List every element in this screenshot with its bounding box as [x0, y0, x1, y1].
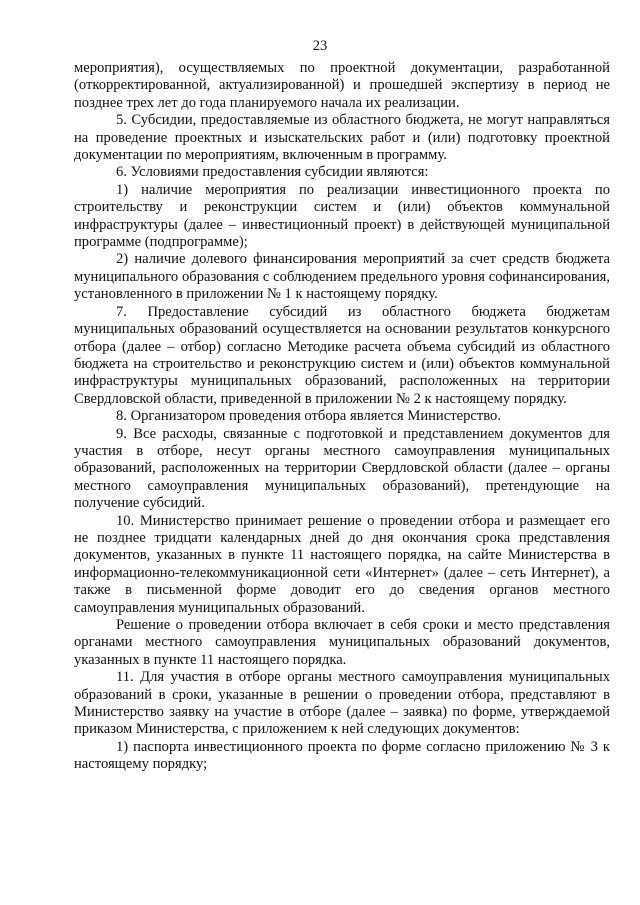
paragraph-item-6-1: 1) наличие мероприятия по реализации инвестиционного проекта по строительству и реконструкции систем и (или) объектов коммунальной инфраструктуры (далее – инвестиционный проект) в действующей муниципальной программе (подпрограмме); [74, 181, 610, 251]
paragraph-continuation: мероприятия), осуществляемых по проектной документации, разработанной (откорректированной, актуализированной) и прошедшей экспертизу в период не позднее трех лет до года планируемого начала их реализации. [74, 60, 610, 111]
paragraph-item-6: 6. Условиями предоставления субсидии являются: [116, 164, 429, 181]
paragraph-item-7: 7. Предоставление субсидий из областного бюджета бюджетам муниципальных образований осуществляется на основании результатов конкурсного отбора (далее – отбор) согласно Методике расчета объема субсидий из областного бюджета на строительство и реконструкцию систем и (или) объектов коммунальной инфраструктуры муниципальных образований, расположенных на территории Свердловской области, приведенной в приложении № 2 к настоящему порядку. [74, 303, 610, 407]
paragraph-item-5: 5. Субсидии, предоставляемые из областного бюджета, не могут направляться на проведение проектных и изыскательских работ и (или) подготовку проектной документации по мероприятиям, включенным в программу. [74, 112, 610, 164]
paragraph-item-6-2: 2) наличие долевого финансирования мероприятий за счет средств бюджета муниципального образования с соблюдением предельного уровня софинансирования, установленного в приложении № 1 к настоящему порядку. [74, 251, 610, 303]
page-number: 23 [312, 38, 328, 54]
paragraph-item-8: 8. Организатором проведения отбора является Министерство. [116, 408, 501, 425]
paragraph-decision-contents: Решение о проведении отбора включает в себя сроки и место представления органами местного самоуправления муниципальных образований документов, указанных в пункте 11 настоящего порядка. [74, 617, 610, 668]
paragraph-item-10: 10. Министерство принимает решение о проведении отбора и размещает его не позднее тридцати календарных дней до дня окончания срока представления документов, указанных в пункте 11 настоящего порядка, на сайте Министерства в информационно-телекоммуникационной сети «Интернет» (далее – сеть Интернет), а также в письменной форме доводит его до сведения органов местного самоуправления муниципальных образований. [74, 512, 610, 616]
paragraph-item-11-1: 1) паспорта инвестиционного проекта по форме согласно приложению № 3 к настоящему порядку; [74, 738, 610, 773]
document-body [74, 60, 610, 774]
paragraph-item-9: 9. Все расходы, связанные с подготовкой и представлением документов для участия в отборе, несут органы местного самоуправления муниципальных образований, расположенных на территории Свердловской области (далее – органы местного самоуправления муниципальных образований), претендующие на получение субсидий. [74, 425, 610, 512]
paragraph-item-11: 11. Для участия в отборе органы местного самоуправления муниципальных образований в сроки, указанные в решении о проведении отбора, представляют в Министерство заявку на участие в отборе (далее – заявка) по форме, утверждаемой приказом Министерства, с приложением к ней следующих документов: [74, 669, 610, 738]
